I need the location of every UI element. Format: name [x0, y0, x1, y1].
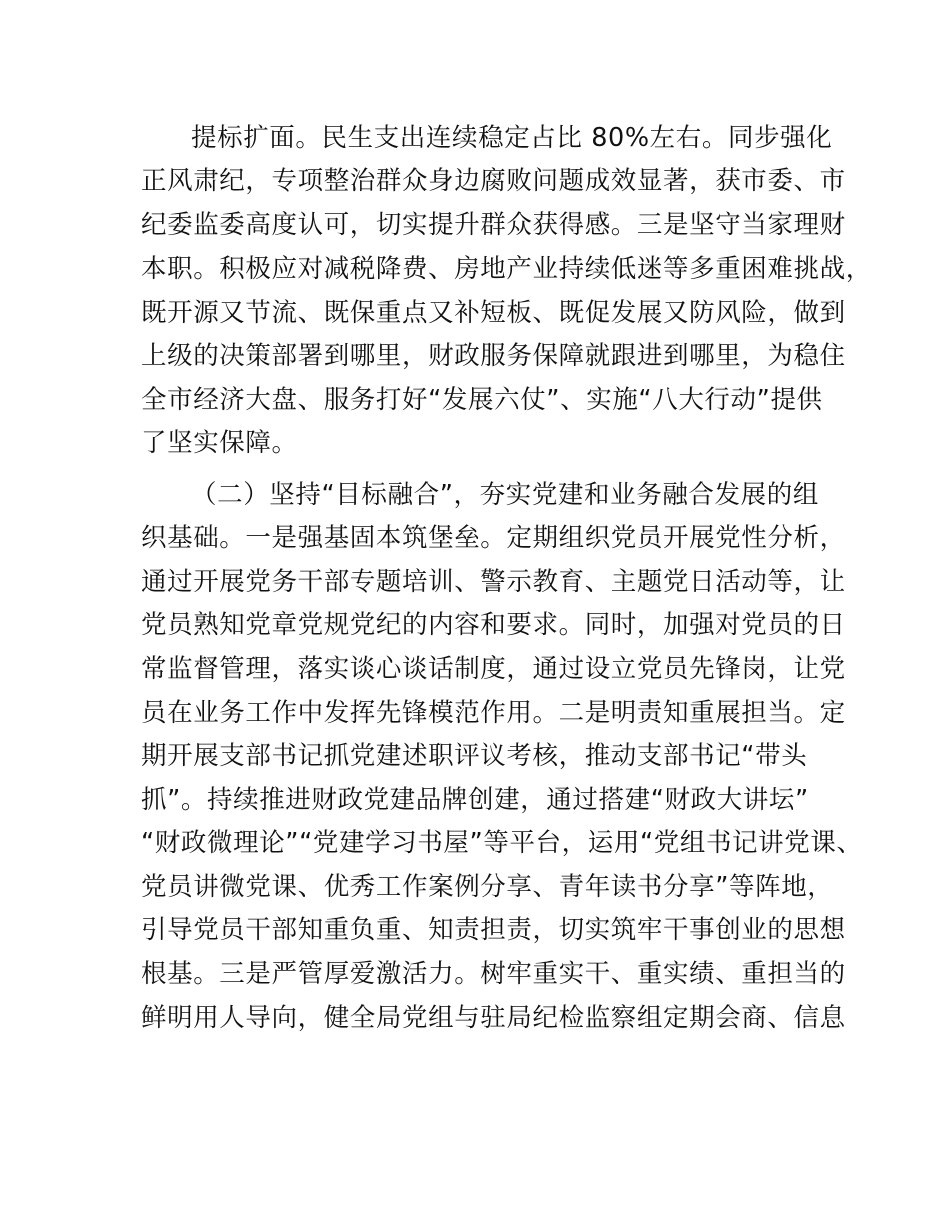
text-line-12: 党员熟知党章党规党纪的内容和要求。同时，加强对党员的日 — [141, 610, 846, 640]
text-line-18: 党员讲微党课、优秀工作案例分享、青年读书分享”等阵地， — [141, 872, 834, 902]
text-line-10: 织基础。一是强基固本筑堡垒。定期组织党员开展党性分析， — [141, 523, 846, 553]
text-line-8: 了坚实保障。 — [141, 428, 298, 458]
text-line-1: 提标扩面。民生支出连续稳定占比 80%左右。同步强化 — [191, 123, 833, 153]
text-line-14: 员在业务工作中发挥先锋模范作用。二是明责知重展担当。定 — [141, 698, 846, 728]
text-line-19: 引导党员干部知重负重、知责担责，切实筑牢干事创业的思想 — [141, 915, 846, 945]
text-line-7: 全市经济大盘、服务打好“发展六仗”、实施“八大行动”提供 — [141, 385, 823, 415]
text-line-11: 通过开展党务干部专题培训、警示教育、主题党日活动等，让 — [141, 567, 846, 597]
text-line-9: （二）坚持“目标融合”，夯实党建和业务融合发展的组 — [191, 480, 819, 510]
text-line-21: 鲜明用人导向，健全局党组与驻局纪检监察组定期会商、信息 — [141, 1003, 846, 1033]
text-line-2: 正风肃纪，专项整治群众身边腐败问题成效显著，获市委、市 — [141, 166, 846, 196]
text-line-17: “财政微理论”“党建学习书屋”等平台，运用“党组书记讲党课、 — [141, 828, 863, 858]
text-line-6: 上级的决策部署到哪里，财政服务保障就跟进到哪里，为稳住 — [141, 341, 846, 371]
text-line-13: 常监督管理，落实谈心谈话制度，通过设立党员先锋岗，让党 — [141, 654, 846, 684]
text-line-20: 根基。三是严管厚爱激活力。树牢重实干、重实绩、重担当的 — [141, 959, 846, 989]
text-line-3: 纪委监委高度认可，切实提升群众获得感。三是坚守当家理财 — [141, 210, 846, 240]
text-line-4: 本职。积极应对减税降费、房地产业持续低迷等多重困难挑战， — [141, 254, 872, 284]
text-line-16: 抓”。持续推进财政党建品牌创建，通过搭建“财政大讲坛” — [141, 785, 809, 815]
text-line-5: 既开源又节流、既保重点又补短板、既促发展又防风险，做到 — [141, 298, 846, 328]
text-line-15: 期开展支部书记抓党建述职评议考核，推动支部书记“带头 — [141, 741, 808, 771]
